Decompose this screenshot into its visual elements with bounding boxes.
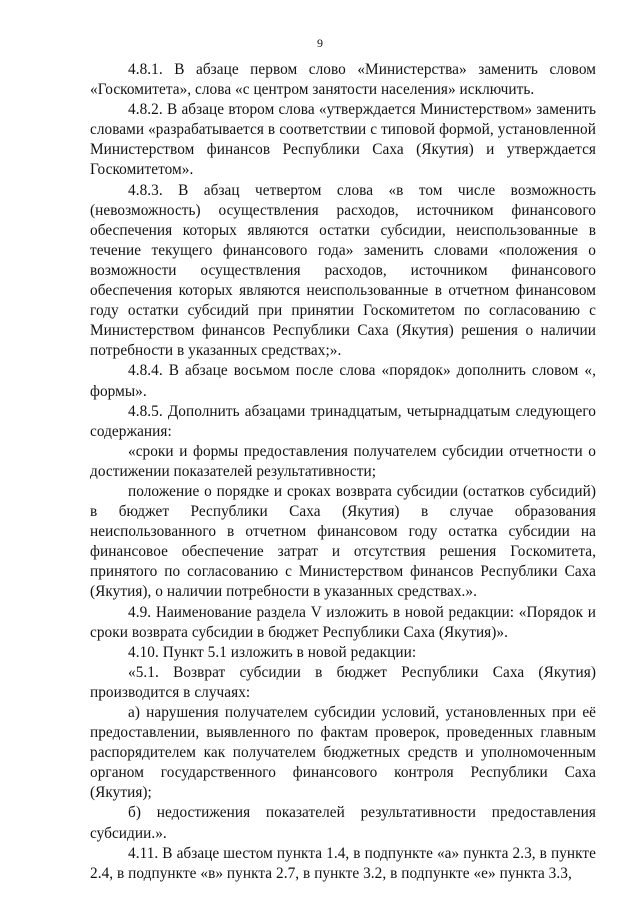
quoted-paragraph-5-1: «5.1. Возврат субсидии в бюджет Республики Саха (Якутия) производится в случаях: bbox=[90, 663, 596, 701]
quoted-paragraph-return: положение о порядке и сроках возврата субсидии (остатков субсидий) в бюджет Республики Саха (Якутия) в случае образования неиспользованного в отчетном финансовом году остатка субсидии на финансовое обеспечение затрат и отсутствия решения Госкомитета, принятого по согласованию с Министерством финансов Республики Саха (Якутия), о наличии потребности в указанных средствах.». bbox=[90, 482, 596, 601]
paragraph-4-11: 4.11. В абзаце шестом пункта 1.4, в подпункте «а» пункта 2.3, в пункте 2.4, в подпункте «в» пункта 2.7, в пункте 3.2, в подпункте «е» пункта 3.3, bbox=[90, 844, 596, 882]
paragraph-4-8-1: 4.8.1. В абзаце первом слово «Министерства» заменить словом «Госкомитета», слова «с центром занятости населения» исключить. bbox=[90, 61, 596, 99]
paragraph-4-9: 4.9. Наименование раздела V изложить в новой редакции: «Порядок и сроки возврата субсидии в бюджет Республики Саха (Якутия)». bbox=[90, 603, 596, 641]
list-item-a: а) нарушения получателем субсидии условий, установленных при её предоставлении, выявленного по фактам проверок, проведенных главным распорядителем как получателем бюджетных средств и уполномоченным органом государственного финансового контроля Республики Саха (Якутия); bbox=[90, 704, 596, 802]
page-number: 9 bbox=[317, 36, 323, 50]
paragraph-4-8-5: 4.8.5. Дополнить абзацами тринадцатым, четырнадцатым следующего содержания: bbox=[90, 402, 596, 440]
document-body bbox=[90, 60, 596, 884]
paragraph-4-8-4: 4.8.4. В абзаце восьмом после слова «порядок» дополнить словом «, формы». bbox=[90, 362, 596, 400]
paragraph-4-8-2: 4.8.2. В абзаце втором слова «утверждается Министерством» заменить словами «разрабатывается в соответствии с типовой формой, установленной Министерством финансов Республики Саха (Якутия) и утверждается Госкомитетом». bbox=[90, 101, 596, 179]
paragraph-4-10: 4.10. Пункт 5.1 изложить в новой редакции: bbox=[128, 643, 417, 661]
list-item-b: б) недостижения показателей результативности предоставления субсидии.». bbox=[90, 804, 596, 842]
paragraph-4-8-3: 4.8.3. В абзац четвертом слова «в том числе возможность (невозможность) осуществления расходов, источником финансового обеспечения которых являются остатки субсидии, неиспользованные в течение текущего финансового года» заменить словами «положения о возможности осуществления расходов, источником финансового обеспечения которых являются неиспользованные в отчетном финансовом году остатки субсидий при принятии Госкомитетом по согласованию с Министерством финансов Республики Саха (Якутия) решения о наличии потребности в указанных средствах;». bbox=[90, 181, 596, 360]
quoted-paragraph-reporting: «сроки и формы предоставления получателем субсидии отчетности о достижении показателей результативности; bbox=[90, 442, 596, 480]
